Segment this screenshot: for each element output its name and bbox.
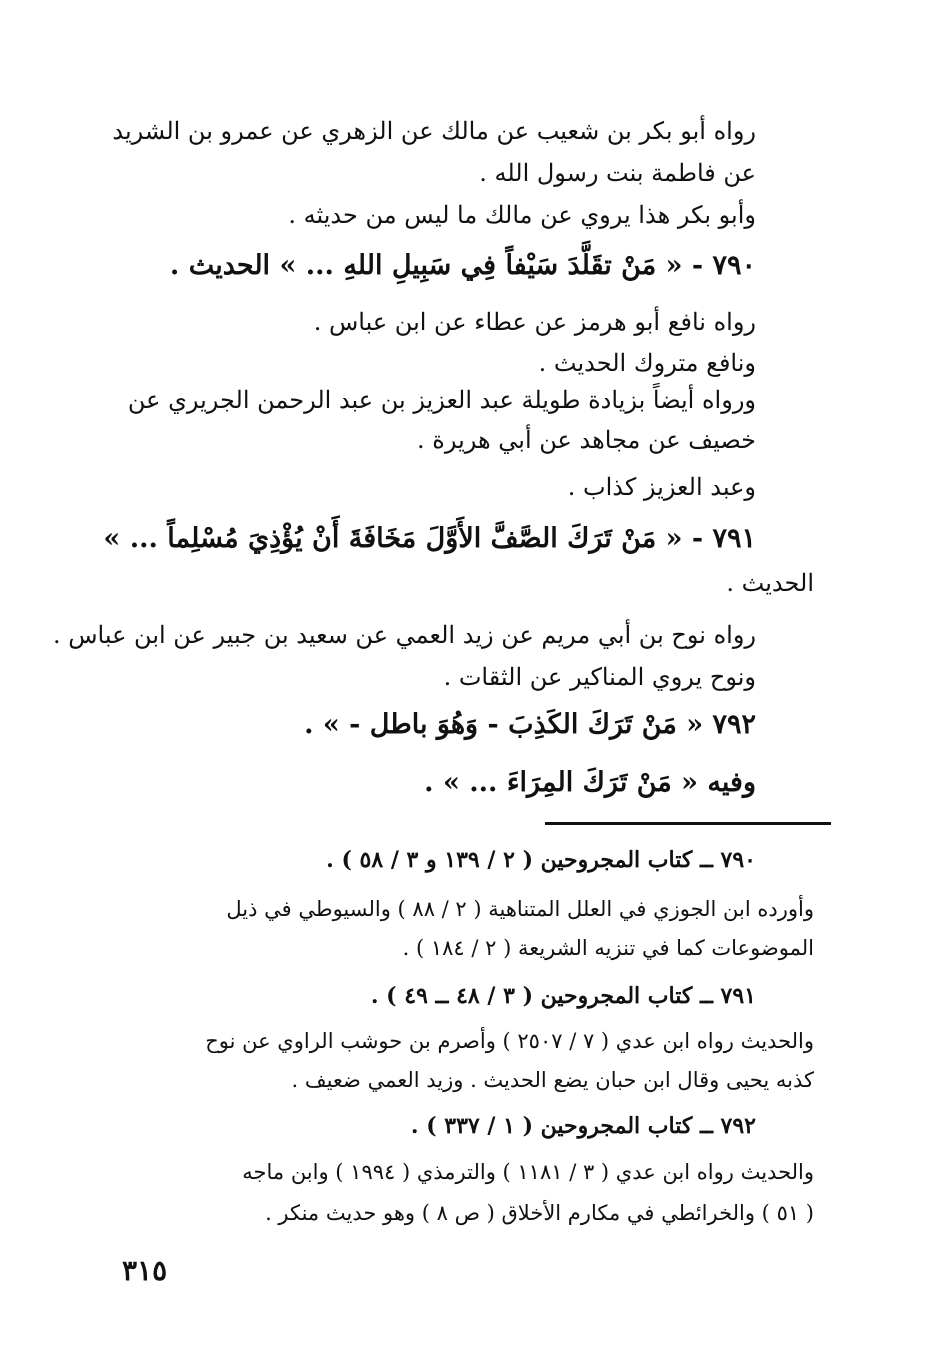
footnote-separator: [545, 822, 831, 825]
text-line: وأبو بكر هذا يروي عن مالك ما ليس من حديثه .: [288, 201, 756, 229]
text-line: رواه نوح بن أبي مريم عن زيد العمي عن سعيد بن جبير عن ابن عباس .: [52, 621, 756, 649]
text-line: خصيف عن مجاهد عن أبي هريرة .: [417, 426, 756, 454]
footnote-heading-790: ٧٩٠ ــ كتاب المجروحين ( ٢ / ١٣٩ و ٣ / ٥٨ ) .: [326, 847, 756, 873]
text-line: وعبد العزيز كذاب .: [567, 473, 756, 501]
page-number: ٣١٥: [122, 1254, 168, 1287]
footnote-line: والحديث رواه ابن عدي ( ٧ / ٢٥٠٧ ) وأصرم بن حوشب الراوي عن نوح: [205, 1029, 814, 1053]
text-line: رواه نافع أبو هرمز عن عطاء عن ابن عباس .: [313, 308, 756, 336]
text-line: ورواه أيضاً بزيادة طويلة عبد العزيز بن عبد الرحمن الجريري عن: [127, 386, 756, 414]
text-line: ونافع متروك الحديث .: [538, 349, 756, 377]
hadith-heading-792: ٧٩٢ « مَنْ تَرَكَ الكَذِبَ - وَهُوَ باطل - » .: [304, 709, 756, 740]
text-line: عن فاطمة بنت رسول الله .: [479, 159, 756, 187]
footnote-line: وأورده ابن الجوزي في العلل المتناهية ( ٢ / ٨٨ ) والسيوطي في ذيل: [226, 897, 814, 921]
text-line: رواه أبو بكر بن شعيب عن مالك عن الزهري عن عمرو بن الشريد: [112, 117, 756, 145]
text-line: الحديث .: [726, 569, 814, 597]
hadith-heading-791: ٧٩١ - « مَنْ تَرَكَ الصَّفَّ الأَوَّلَ مَخَافَةَ أَنْ يُؤْذِيَ مُسْلِماً ... »: [103, 523, 756, 554]
footnote-heading-791: ٧٩١ ــ كتاب المجروحين ( ٣ / ٤٨ ــ ٤٩ ) .: [370, 983, 756, 1009]
footnote-heading-792: ٧٩٢ ــ كتاب المجروحين ( ١ / ٣٣٧ ) .: [410, 1113, 756, 1139]
footnote-line: كذبه يحيى وقال ابن حبان يضع الحديث . وزيد العمي ضعيف .: [291, 1068, 814, 1092]
hadith-heading-790: ٧٩٠ - « مَنْ تقَلَّدَ سَيْفاً فِي سَبِيلِ اللهِ ... » الحديث .: [169, 250, 756, 281]
text-line: ونوح يروي المناكير عن الثقات .: [443, 663, 756, 691]
footnote-line: الموضوعات كما في تنزيه الشريعة ( ٢ / ١٨٤ ) .: [402, 936, 814, 960]
footnote-line: والحديث رواه ابن عدي ( ٣ / ١١٨١ ) والترمذي ( ١٩٩٤ ) وابن ماجه: [242, 1160, 814, 1184]
text-line: وفيه « مَنْ تَرَكَ المِرَاءَ ... » .: [424, 767, 756, 798]
footnote-line: ( ٥١ ) والخرائطي في مكارم الأخلاق ( ص ٨ ) وهو حديث منكر .: [265, 1201, 814, 1225]
